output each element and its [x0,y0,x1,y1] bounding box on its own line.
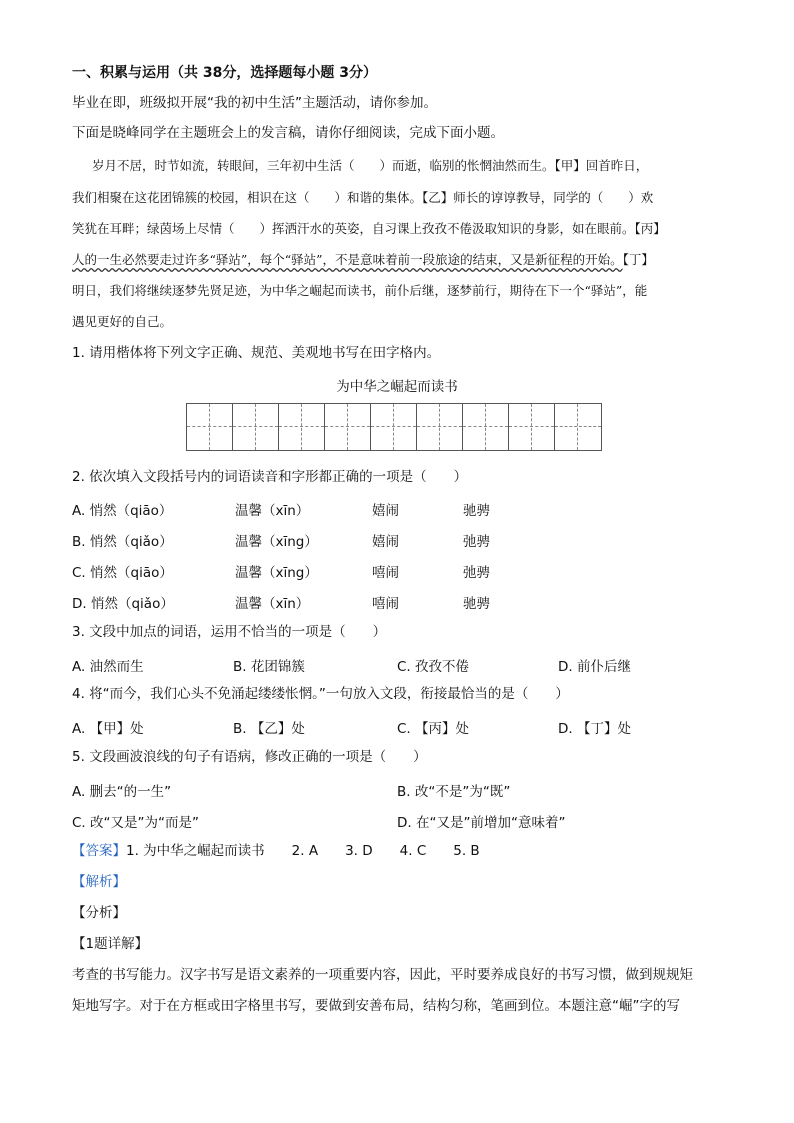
grid-cell[interactable] [279,404,325,450]
passage-line-4 [72,251,724,269]
answer-line [72,842,480,860]
q5-stem: 5. 文段画波浪线的句子有语病，修改正确的一项是（ ） [72,749,427,765]
q2-stem: 2. 依次填入文段括号内的词语读音和字形都正确的一项是（ ） [72,469,468,485]
q3-option-c: C. 孜孜不倦 [397,659,470,675]
tianzige-grid[interactable] [186,403,602,451]
q2-option-a-3: 嬉闹 [372,503,399,519]
q4-option-b: B. 【乙】处 [233,721,305,737]
q2-option-a-2: 温馨（xīn） [235,503,310,519]
grid-cell[interactable] [417,404,463,450]
q2-option-b-4: 弛骋 [463,534,490,550]
q2-option-c-3: 嘻闹 [372,565,399,581]
q2-option-c-1: C. 悄然（qiāo） [72,565,173,581]
q5-option-d: D. 在“又是”前增加“意味着” [397,815,566,831]
q2-option-d-4: 驰骋 [463,596,490,612]
section-title: 一、积累与运用（共 38分，选择题每小题 3分） [72,65,377,81]
q4-option-d: D. 【丁】处 [558,721,631,737]
q2-option-a-4: 驰骋 [463,503,490,519]
q3-stem: 3. 文段中加点的词语，运用不恰当的一项是（ ） [72,624,387,640]
answer-label: 【答案】 [72,843,126,859]
q2-option-b-3: 嬉闹 [372,534,399,550]
passage-line-2: 我们相聚在这花团锦簇的校园，相识在这（ ）和谐的集体。【乙】师长的谆谆教导，同学的（ ）欢 [72,190,654,205]
q5-option-b: B. 改“不是”为“既” [397,784,511,800]
q4-option-a: A. 【甲】处 [72,721,144,737]
fenxi-label: 【分析】 [72,905,126,921]
grid-cell[interactable] [509,404,555,450]
grid-cell[interactable] [555,404,601,450]
passage-line-5: 明日，我们将继续逐梦先贤足迹，为中华之崛起而读书，前仆后继，逐梦前行，期待在下一个“驿站”，能 [72,283,648,298]
q4-option-c: C. 【丙】处 [397,721,470,737]
grid-cell[interactable] [325,404,371,450]
q5-option-a: A. 删去“的一生” [72,784,172,800]
grid-cell[interactable] [463,404,509,450]
detail-label: 【1题详解】 [72,936,149,952]
q2-option-b-2: 温馨（xīng） [235,534,318,550]
answer-text: 1. 为中华之崛起而读书 2. A 3. D 4. C 5. B [126,843,480,859]
passage-line-1: 岁月不居，时节如流，转眼间，三年初中生活（ ）而逝，临别的怅惘油然而生。【甲】回首昨日， [92,158,649,173]
passage-marker-ding: 【丁】 [622,252,654,267]
intro-line-2: 下面是晓峰同学在主题班会上的发言稿，请你仔细阅读，完成下面小题。 [72,125,504,141]
intro-line-1: 毕业在即，班级拟开展“我的初中生活”主题活动，请你参加。 [72,95,437,111]
q2-option-c-4: 弛骋 [463,565,490,581]
q2-option-c-2: 温馨（xīng） [235,565,318,581]
q2-option-b-1: B. 悄然（qiǎo） [72,534,173,550]
q2-option-a-1: A. 悄然（qiāo） [72,503,173,519]
q3-option-a: A. 油然而生 [72,659,144,675]
q2-option-d-3: 嘻闹 [372,596,399,612]
q4-stem: 4. 将“而今，我们心头不免涌起缕缕怅惘。”一句放入文段，衔接最恰当的是（ ） [72,686,569,702]
q2-option-d-1: D. 悄然（qiǎo） [72,596,174,612]
detail-line-2: 矩地写字。对于在方框或田字格里书写，要做到安善布局，结构匀称，笔画到位。本题注意“崛”字的写 [72,998,680,1014]
analysis-label: 【解析】 [72,874,126,890]
q1-stem: 1. 请用楷体将下列文字正确、规范、美观地书写在田字格内。 [72,345,441,361]
grid-cell[interactable] [233,404,279,450]
detail-line-1: 考查的书写能力。汉字书写是语文素养的一项重要内容，因此，平时要养成良好的书写习惯，做到规规矩 [72,967,693,983]
grid-cell[interactable] [371,404,417,450]
q2-option-d-2: 温馨（xīn） [235,596,310,612]
q1-phrase: 为中华之崛起而读书 [336,379,458,395]
q3-option-b: B. 花团锦簇 [233,659,305,675]
passage-line-3: 笑犹在耳畔；绿茵场上尽情（ ）挥洒汗水的英姿，自习课上孜孜不倦汲取知识的身影，如在眼前。【丙】 [72,221,666,236]
wavy-sentence: 人的一生必然要走过许多“驿站”，每个“驿站”，不是意味着前一段旅途的结束，又是新征程的开始。 [72,252,623,267]
passage-line-6: 遇见更好的自己。 [72,314,173,329]
grid-cell[interactable] [187,404,233,450]
q5-option-c: C. 改“又是”为“而是” [72,815,199,831]
q3-option-d: D. 前仆后继 [558,659,631,675]
